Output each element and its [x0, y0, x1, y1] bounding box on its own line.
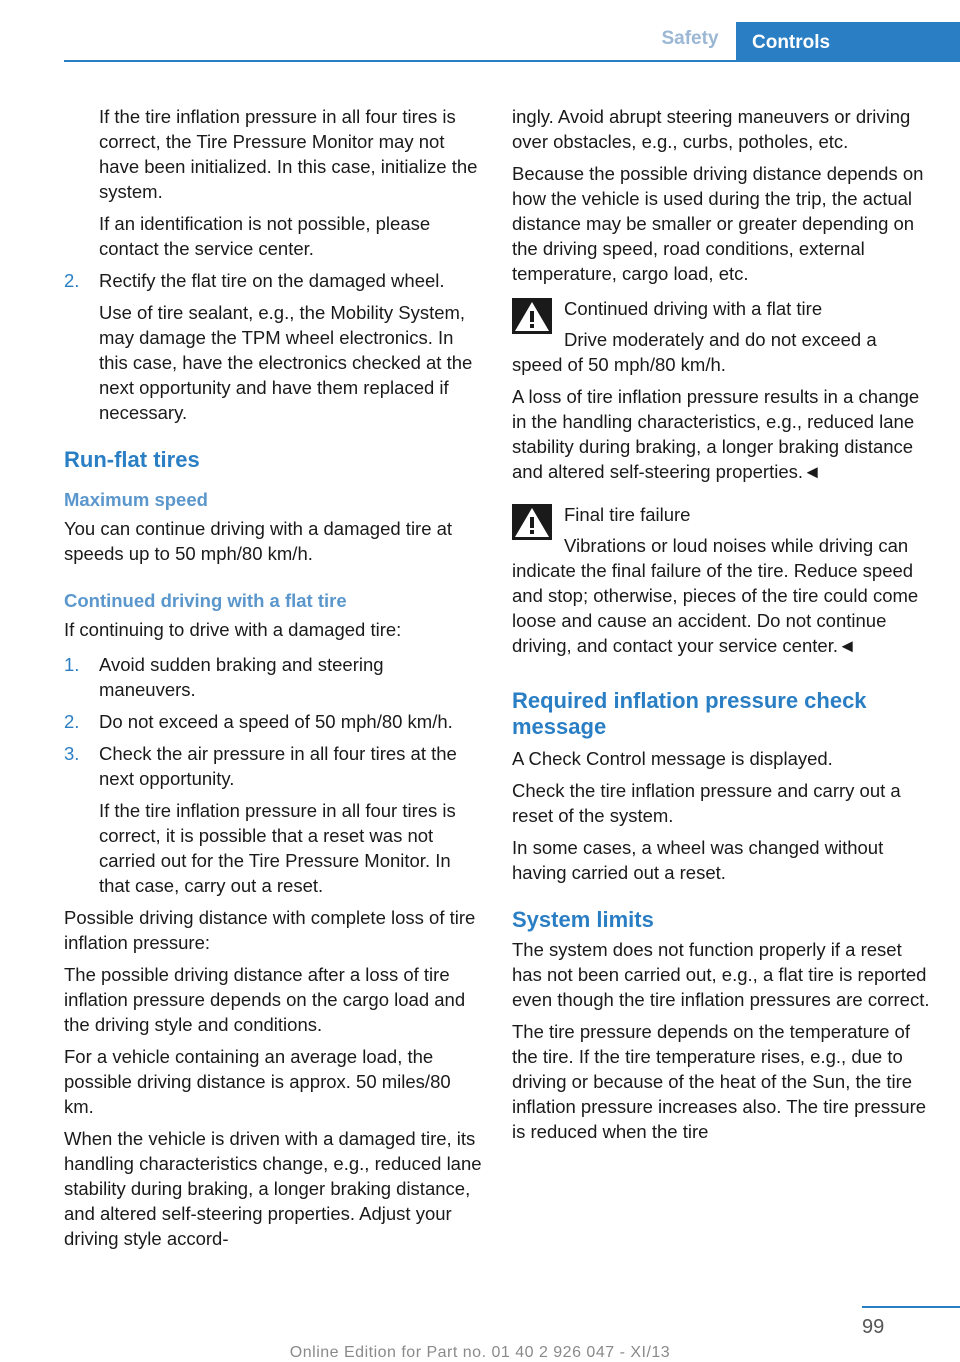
paragraph: You can continue driving with a damaged tire at speeds up to 50 mph/80 km/h.	[64, 518, 453, 564]
tab-controls[interactable]: Controls	[736, 22, 960, 62]
list-item	[64, 652, 482, 702]
paragraph: Possible driving distance with complete loss of tire inflation pressure:	[64, 907, 476, 953]
list-text: Rectify the flat tire on the damaged wheel.	[99, 270, 445, 291]
page-number: 99	[862, 1316, 885, 1338]
warning-icon	[512, 298, 552, 334]
paragraph: The system does not function properly if a reset has not been carried out, e.g., a flat tire is reported even though the tire inflation pressures are correct.	[512, 939, 930, 1010]
paragraph: Check the tire inflation pressure and carry out a reset of the system.	[512, 780, 901, 826]
list-text: Do not exceed a speed of 50 mph/80 km/h.	[99, 711, 453, 732]
list-text: Check the air pressure in all four tires at the next opportunity.	[99, 743, 457, 789]
list-number: 2.	[64, 270, 80, 291]
paragraph: A Check Control message is displayed.	[512, 748, 833, 769]
heading-system-limits: System limits	[512, 907, 654, 932]
warning-title: Final tire failure	[564, 504, 691, 525]
tab-safety[interactable]: Safety	[661, 28, 719, 49]
left-column	[64, 104, 482, 1258]
right-column	[512, 104, 930, 1151]
paragraph: A loss of tire inflation pressure results in a change in the handling characteristics, e.g., reduced lane stability during braking, a longer braking distance and altered self-steering properties.◄	[512, 386, 920, 482]
warning-title: Continued driving with a flat tire	[564, 298, 823, 319]
list-item	[64, 268, 482, 293]
paragraph: If the tire inflation pressure in all four tires is correct, it is possible that a reset was not carried out for the Tire Pressure Monitor. In that case, carry out a reset.	[99, 800, 456, 896]
paragraph: Because the possible driving distance depends on how the vehicle is used during the trip, the actual distance may be smaller or greater depending on the driving speed, road conditions, external temperature, cargo load, etc.	[512, 163, 924, 284]
warning-block	[512, 502, 930, 658]
paragraph: Use of tire sealant, e.g., the Mobility System, may damage the TPM wheel electronics. In this case, have the electronics checked at the next opportunity and have them replaced if necessary.	[99, 302, 473, 423]
paragraph: For a vehicle containing an average load, the possible driving distance is approx. 50 miles/80 km.	[64, 1046, 451, 1117]
list-number: 2.	[64, 711, 80, 732]
heading-run-flat-tires: Run-flat tires	[64, 447, 200, 472]
paragraph: If the tire inflation pressure in all four tires is correct, the Tire Pressure Monitor may not have been initialized. In this case, initialize the system.	[99, 106, 478, 202]
heading-continued-driving: Continued driving with a flat tire	[64, 590, 347, 611]
warning-icon	[512, 504, 552, 540]
list-number: 3.	[64, 743, 80, 764]
paragraph: The tire pressure depends on the temperature of the tire. If the tire temperature rises, e.g., due to driving or because of the heat of the Sun, the tire inflation pressure increases also. The tire pressure is reduced when the tire	[512, 1021, 927, 1142]
warning-text: Vibrations or loud noises while driving can indicate the final failure of the tire. Reduce speed and stop; otherwise, pieces of the tire could come loose and cause an accident. Do not continue driving, and contact your service center.◄	[512, 535, 919, 656]
paragraph: If continuing to drive with a damaged tire:	[64, 619, 402, 640]
warning-block	[512, 296, 930, 377]
paragraph: If an identification is not possible, please contact the service center.	[99, 213, 431, 259]
paragraph: The possible driving distance after a loss of tire inflation pressure depends on the cargo load and the driving style and conditions.	[64, 964, 466, 1035]
list-text: Avoid sudden braking and steering maneuvers.	[99, 654, 384, 700]
heading-required-check: Required inflation pressure check message	[512, 688, 867, 739]
heading-maximum-speed: Maximum speed	[64, 489, 208, 510]
list-item	[64, 709, 482, 734]
list-number: 1.	[64, 654, 80, 675]
paragraph: In some cases, a wheel was changed without having carried out a reset.	[512, 837, 884, 883]
footer-rule	[862, 1306, 960, 1308]
paragraph: When the vehicle is driven with a damaged tire, its handling characteristics change, e.g., reduced lane stability during braking, a longer braking distance, and altered self-steering properties. Adjust your driving style accord-	[64, 1128, 482, 1249]
paragraph: ingly. Avoid abrupt steering maneuvers or driving over obstacles, e.g., curbs, potholes, etc.	[512, 106, 911, 152]
warning-text: Drive moderately and do not exceed a speed of 50 mph/80 km/h.	[512, 329, 877, 375]
list-item	[64, 741, 482, 791]
edition-footer: Online Edition for Part no. 01 40 2 926 047 - XI/13	[289, 1344, 671, 1361]
